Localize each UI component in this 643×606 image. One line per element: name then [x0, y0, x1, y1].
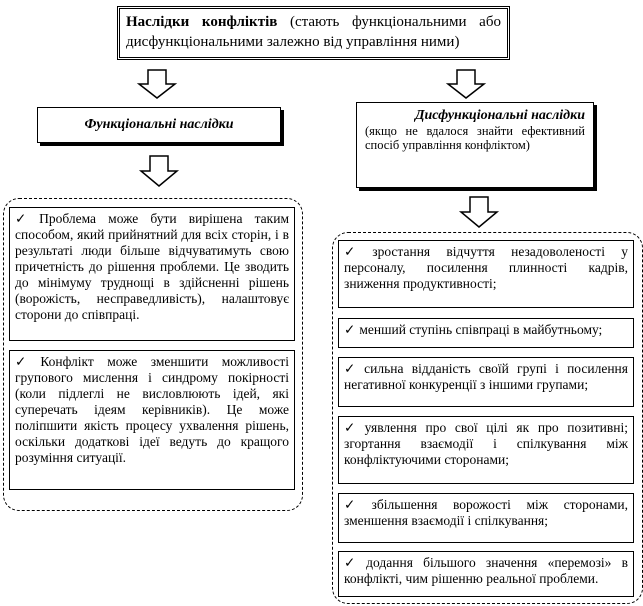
list-item	[338, 318, 634, 348]
down-arrow-icon	[459, 197, 499, 229]
dysfunctional-item-text: уявлення про свої цілі як про позитивні; згортання взаємодії і спілкування між конфліктуючими сторонами;	[344, 420, 629, 467]
check-icon: ✓	[344, 555, 363, 570]
list-item	[338, 493, 634, 543]
check-icon: ✓	[15, 354, 37, 369]
functional-item-text: Конфлікт може зменшити можливості групового мислення і синдрому покірності (коли підлеглі не висловлюють ідей, які суперечать ідеям керівників). Це може поліпшити якість процесу ухвалення рішень, оскільки додаткові ідеї ведуть до кращого розуміння ситуації.	[15, 354, 289, 465]
consequences-subtitle: (стають функціональними або дисфункціональними залежно від управління ними)	[126, 14, 501, 50]
check-icon: ✓	[344, 497, 368, 512]
dysfunctional-item-text: додання більшого значення «перемозі» в конфлікті, чим рішенню реальної проблеми.	[344, 555, 628, 586]
down-arrow-icon	[137, 70, 177, 100]
down-arrow-icon	[446, 70, 486, 100]
down-arrow-icon	[139, 156, 179, 188]
dysfunctional-item-text: зростання відчуття незадоволеності у персоналу, посилення плинності кадрів, зниження продуктивності;	[344, 244, 629, 291]
consequences-title: Наслідки конфліктів	[126, 14, 278, 30]
dysfunctional-header-title: Дисфункціональні наслідки	[414, 108, 585, 123]
consequences-title-box	[117, 6, 510, 60]
dysfunctional-item-text: збільшення ворожості між сторонами, зменшення взаємодії і спілкування;	[344, 497, 628, 528]
dysfunctional-item-text: менший ступінь співпраці в майбутньому;	[359, 322, 603, 337]
check-icon: ✓	[344, 322, 356, 337]
check-icon: ✓	[344, 244, 369, 259]
list-item	[9, 350, 295, 490]
dysfunctional-consequences-header	[356, 102, 594, 188]
check-icon: ✓	[15, 211, 36, 226]
list-item	[9, 207, 295, 341]
check-icon: ✓	[344, 361, 361, 376]
dysfunctional-header-subtitle: (якщо не вдалося знайти ефективний спосіб управління конфліктом)	[365, 124, 585, 152]
functional-item-text: Проблема може бути вирішена таким способом, який прийнятний для всіх сторін, і в результаті люди більше відчуватимуть свою причетність до рішення проблеми. Це зводить до мінімуму труднощі в здійсненні рішень (ворожість, несправедливість), налаштовує сторони до співпраці.	[15, 211, 289, 322]
check-icon: ✓	[344, 420, 361, 435]
list-item	[338, 240, 634, 308]
functional-consequences-header: Функціональні наслідки	[37, 107, 281, 143]
dysfunctional-item-text: сильна відданість своїй групі і посилення негативної конкуренції з іншими групами;	[344, 361, 628, 392]
list-item	[338, 416, 634, 484]
list-item	[338, 551, 634, 597]
list-item	[338, 357, 634, 407]
